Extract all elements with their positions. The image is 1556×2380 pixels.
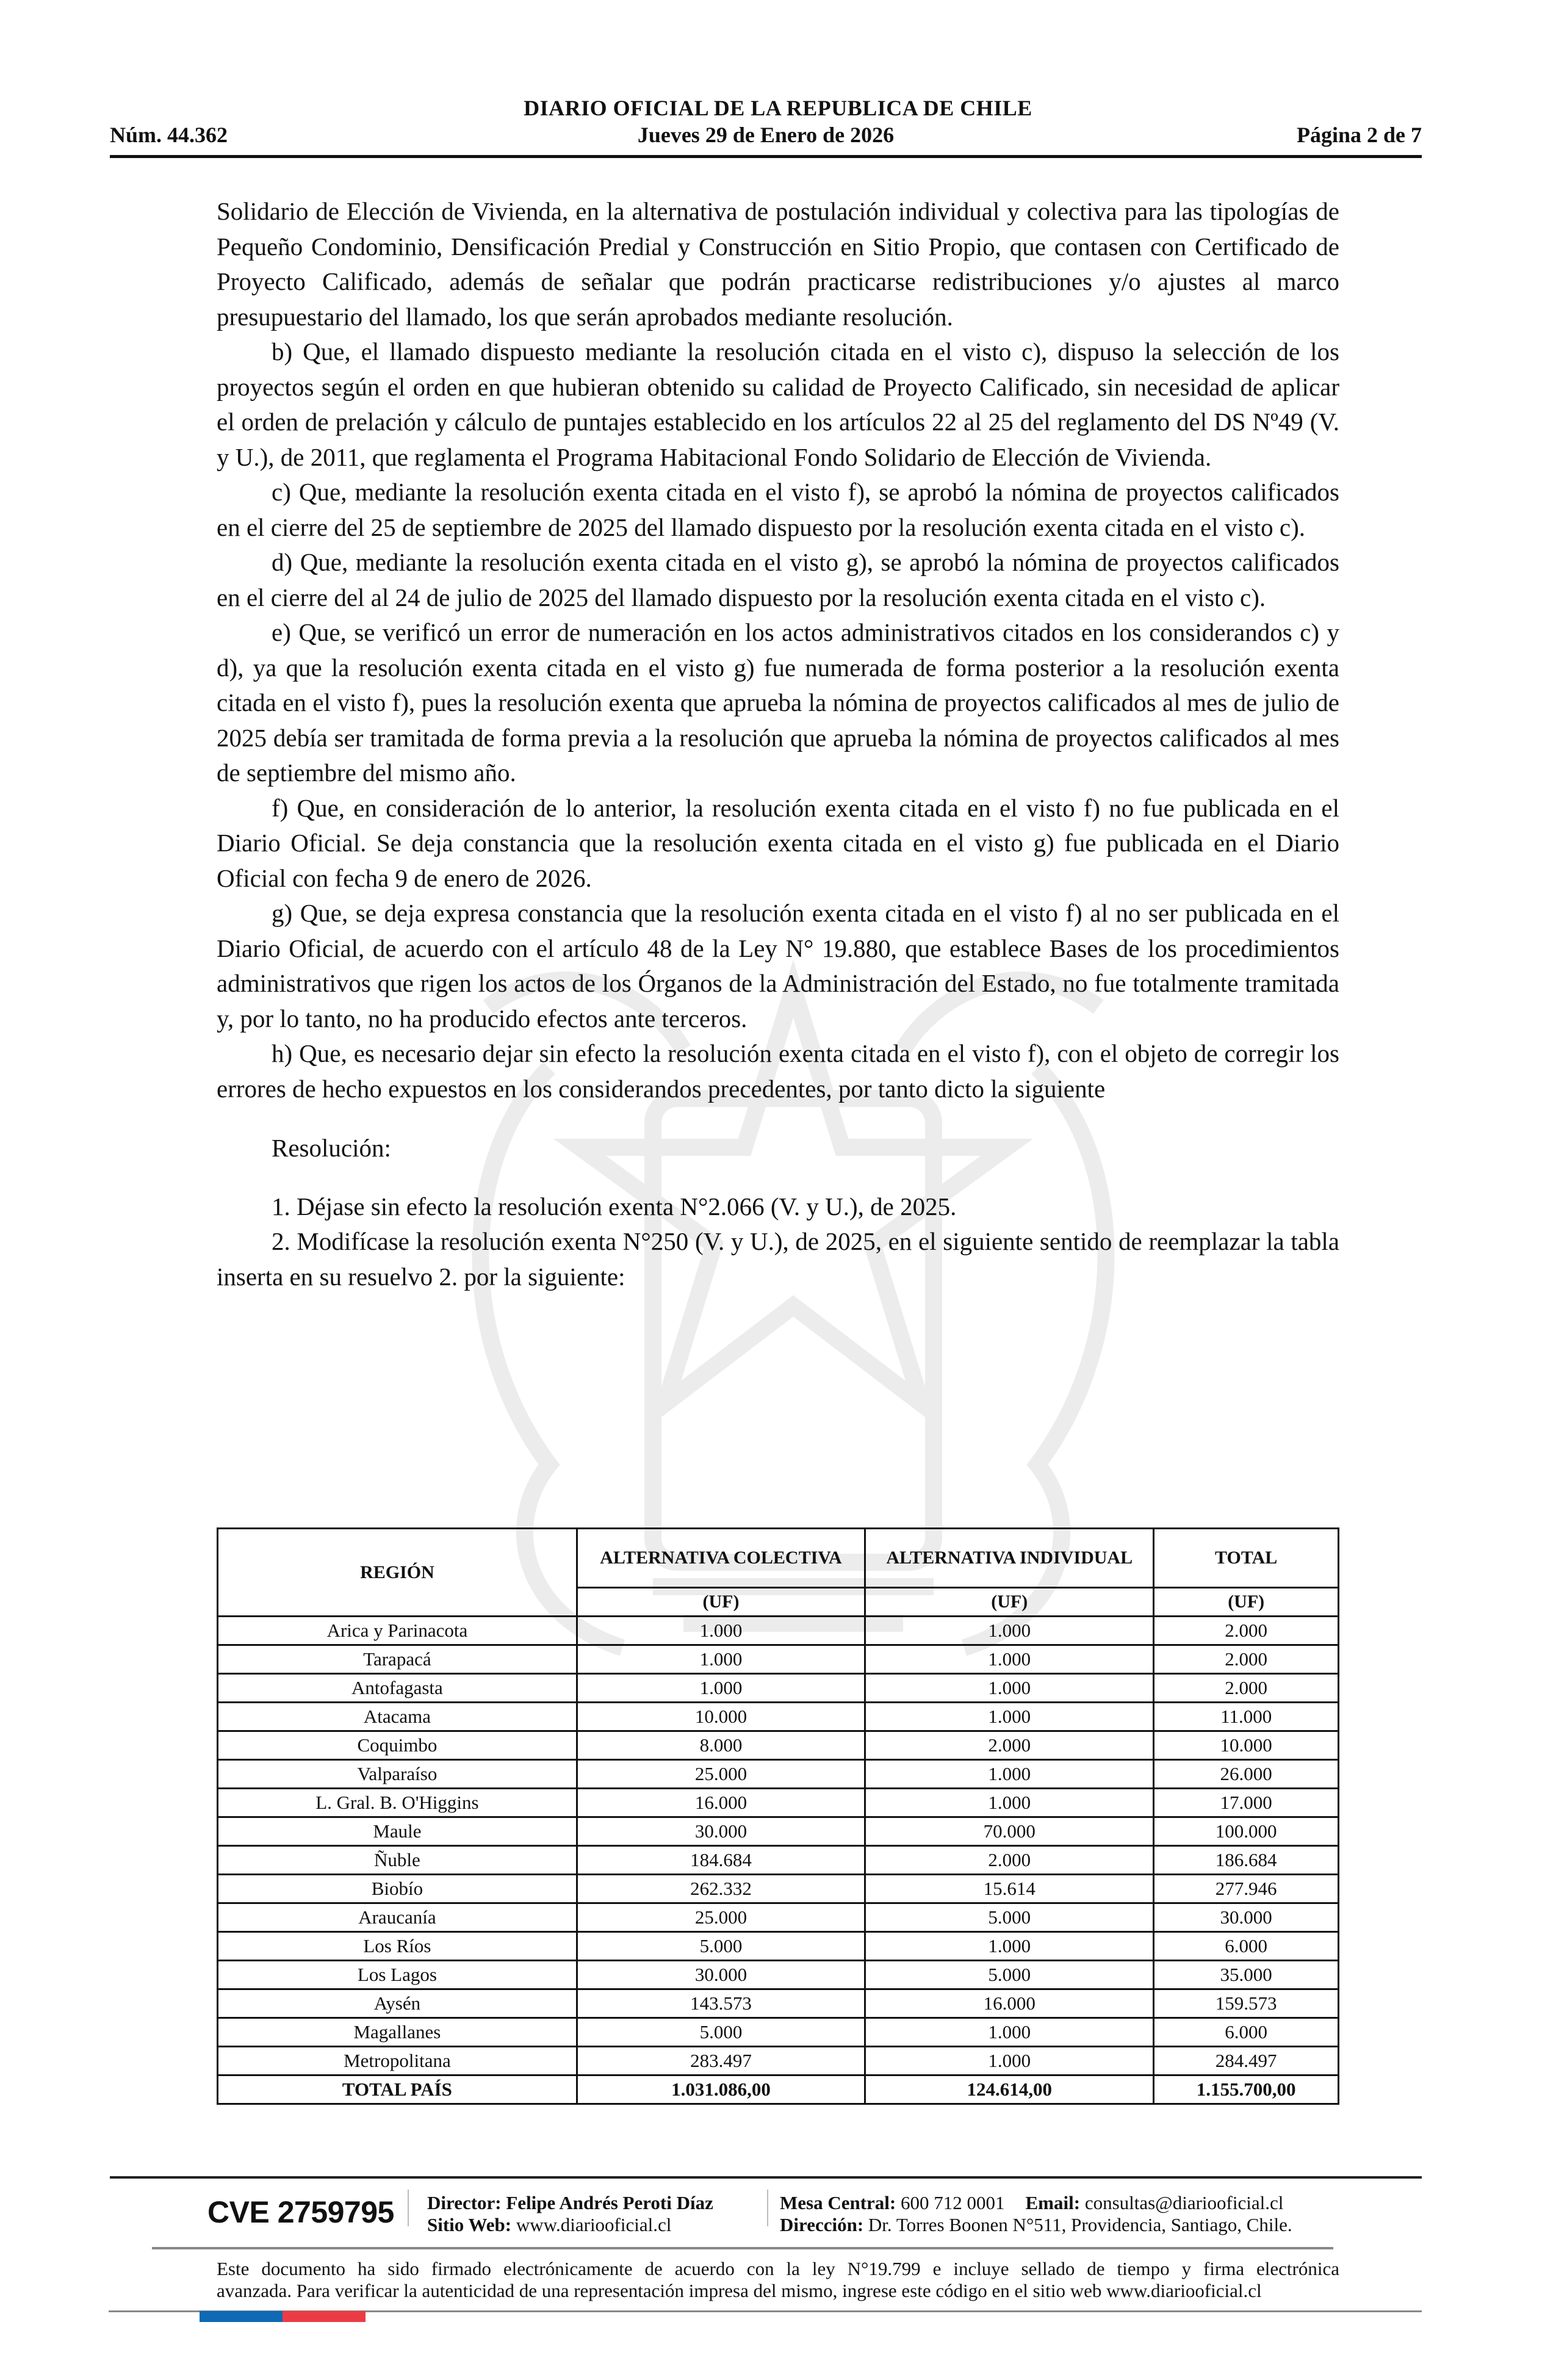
page-indicator: Página 2 de 7 <box>1296 123 1422 147</box>
table-row <box>218 2047 1339 2075</box>
table-row <box>218 1731 1339 1760</box>
cell-total-label: TOTAL PAÍS <box>218 2075 577 2104</box>
cell-colectiva: 30.000 <box>577 1817 865 1846</box>
cell-total-individual: 124.614,00 <box>865 2075 1154 2104</box>
footer-director-block <box>427 2192 713 2236</box>
cell-total: 186.684 <box>1154 1846 1339 1875</box>
footer-divider-middle <box>152 2247 1333 2249</box>
cell-individual: 2.000 <box>865 1731 1154 1760</box>
flag-stripe-red <box>283 2311 366 2322</box>
cell-colectiva: 8.000 <box>577 1731 865 1760</box>
cell-colectiva: 283.497 <box>577 2047 865 2075</box>
header-individual: ALTERNATIVA INDIVIDUAL <box>865 1529 1154 1588</box>
header-region: REGIÓN <box>218 1529 577 1617</box>
cell-colectiva: 16.000 <box>577 1789 865 1817</box>
cell-colectiva: 10.000 <box>577 1703 865 1731</box>
footer-contact-block <box>780 2192 1292 2236</box>
address-label: Dirección: <box>780 2214 864 2235</box>
cell-total: 11.000 <box>1154 1703 1339 1731</box>
table-row <box>218 1617 1339 1645</box>
cell-individual: 1.000 <box>865 1645 1154 1674</box>
website-label: Sitio Web: <box>427 2214 512 2235</box>
cell-colectiva: 262.332 <box>577 1875 865 1903</box>
cell-region: Aysén <box>218 1989 577 2018</box>
table-row <box>218 2018 1339 2047</box>
table-row <box>218 1932 1339 1961</box>
cell-colectiva: 1.000 <box>577 1674 865 1703</box>
email-link[interactable]: consultas@diariooficial.cl <box>1084 2192 1284 2213</box>
cell-region: Antofagasta <box>218 1674 577 1703</box>
resolution-item-1: 1. Déjase sin efecto la resolución exenta N°2.066 (V. y U.), de 2025. <box>272 1192 957 1221</box>
cell-individual: 15.614 <box>865 1875 1154 1903</box>
cell-region: Maule <box>218 1817 577 1846</box>
paragraph-e: e) Que, se verificó un error de numeración en los actos administrativos citados en los considerandos c) y d), ya que la resolución exenta citada en el visto g) fue numerada de forma posterior a la resolución exenta citada en el visto f), pues la resolución exenta que aprueba la nómina de proyectos calificados al mes de julio de 2025 debía ser tramitada de forma previa a la resolución que aprueba la nómina de proyectos calificados al mes de septiembre del mismo año. <box>217 618 1339 787</box>
table-row <box>218 1989 1339 2018</box>
cell-individual: 1.000 <box>865 1674 1154 1703</box>
director-label: Director: <box>427 2192 502 2213</box>
paragraph-g: g) Que, se deja expresa constancia que la resolución exenta citada en el visto f) al no ser publicada en el Diario Oficial, de acuerdo con el artículo 48 de la Ley N° 19.880, que establece Bases de los procedimientos administrativos que rigen los actos de los Órganos de la Administración del Estado, no fue totalmente tramitada y, por lo tanto, no ha producido efectos ante terceros. <box>217 899 1339 1033</box>
cell-individual: 1.000 <box>865 2018 1154 2047</box>
legal-line-2: avanzada. Para verificar la autenticidad de una representación impresa del mismo, ingrese este código en el sitio web www.diariooficial.cl <box>217 2280 1262 2301</box>
footer-divider-top <box>110 2176 1422 2179</box>
cell-total: 6.000 <box>1154 1932 1339 1961</box>
phone-number: 600 712 0001 <box>901 2192 1005 2213</box>
cell-total: 6.000 <box>1154 2018 1339 2047</box>
issue-date: Jueves 29 de Enero de 2026 <box>637 123 895 147</box>
cell-individual: 1.000 <box>865 2047 1154 2075</box>
table-row <box>218 1674 1339 1703</box>
cell-colectiva: 143.573 <box>577 1989 865 2018</box>
cell-individual: 2.000 <box>865 1846 1154 1875</box>
cell-total-colectiva: 1.031.086,00 <box>577 2075 865 2104</box>
table-row <box>218 1961 1339 1989</box>
cell-individual: 1.000 <box>865 1760 1154 1789</box>
paragraph-a-continuation: Solidario de Elección de Vivienda, en la alternativa de postulación individual y colectiva para las tipologías de Pequeño Condominio, Densificación Predial y Construcción en Sitio Propio, que contasen con Certificado de Proyecto Calificado, además de señalar que podrán practicarse redistribuciones y/o ajustes al marco presupuestario del llamado, los que serán aprobados mediante resolución. <box>217 197 1339 331</box>
table-total-row <box>218 2075 1339 2104</box>
cell-region: Magallanes <box>218 2018 577 2047</box>
legal-line-1: Este documento ha sido firmado electrónicamente de acuerdo con la ley N°19.799 e incluye sellado de tiempo y firma electrónica <box>217 2258 1339 2279</box>
resolution-item-2: 2. Modifícase la resolución exenta N°250 (V. y U.), de 2025, en el siguiente sentido de reemplazar la tabla inserta en su resuelvo 2. por la siguiente: <box>217 1227 1339 1291</box>
cell-colectiva: 30.000 <box>577 1961 865 1989</box>
cell-total: 35.000 <box>1154 1961 1339 1989</box>
footer-separator <box>767 2190 768 2226</box>
cell-total: 2.000 <box>1154 1617 1339 1645</box>
budget-table <box>217 1527 1339 2105</box>
document-body <box>217 194 1339 1294</box>
cell-total: 17.000 <box>1154 1789 1339 1817</box>
table-row <box>218 1817 1339 1846</box>
cell-individual: 16.000 <box>865 1989 1154 2018</box>
cell-individual: 1.000 <box>865 1617 1154 1645</box>
phone-label: Mesa Central: <box>780 2192 896 2213</box>
paragraph-h: h) Que, es necesario dejar sin efecto la resolución exenta citada en el visto f), con el objeto de corregir los errores de hecho expuestos en los considerandos precedentes, por tanto dicto la siguiente <box>217 1039 1339 1103</box>
cell-region: Biobío <box>218 1875 577 1903</box>
cell-region: L. Gral. B. O'Higgins <box>218 1789 577 1817</box>
header-total: TOTAL <box>1154 1529 1339 1588</box>
cell-region: Atacama <box>218 1703 577 1731</box>
header-row <box>110 122 1422 150</box>
cell-total: 2.000 <box>1154 1645 1339 1674</box>
table-row <box>218 1903 1339 1932</box>
cell-colectiva: 25.000 <box>577 1903 865 1932</box>
header-unit-total: (UF) <box>1154 1588 1339 1617</box>
footer-separator <box>408 2190 409 2226</box>
cell-individual: 70.000 <box>865 1817 1154 1846</box>
cell-region: Los Ríos <box>218 1932 577 1961</box>
cell-total: 10.000 <box>1154 1731 1339 1760</box>
cell-total: 284.497 <box>1154 2047 1339 2075</box>
table-row <box>218 1789 1339 1817</box>
email-label: Email: <box>1025 2192 1081 2213</box>
header-unit-colectiva: (UF) <box>577 1588 865 1617</box>
cell-region: Ñuble <box>218 1846 577 1875</box>
cell-region: Valparaíso <box>218 1760 577 1789</box>
cell-colectiva: 1.000 <box>577 1645 865 1674</box>
cell-individual: 5.000 <box>865 1961 1154 1989</box>
flag-stripe-blue <box>200 2311 283 2322</box>
table-row <box>218 1875 1339 1903</box>
cell-region: Los Lagos <box>218 1961 577 1989</box>
paragraph-c: c) Que, mediante la resolución exenta citada en el visto f), se aprobó la nómina de proyectos calificados en el cierre del 25 de septiembre de 2025 del llamado dispuesto por la resolución exenta citada en el visto c). <box>217 478 1339 541</box>
cell-individual: 1.000 <box>865 1932 1154 1961</box>
paragraph-f: f) Que, en consideración de lo anterior, la resolución exenta citada en el visto f) no fue publicada en el Diario Oficial. Se deja constancia que la resolución exenta citada en el visto g) fue publicada en el Diario Oficial con fecha 9 de enero de 2026. <box>217 793 1339 892</box>
cell-region: Arica y Parinacota <box>218 1617 577 1645</box>
cve-code: CVE 2759795 <box>207 2195 394 2229</box>
director-name: Felipe Andrés Peroti Díaz <box>506 2192 713 2213</box>
table-row <box>218 1703 1339 1731</box>
publication-title: DIARIO OFICIAL DE LA REPUBLICA DE CHILE <box>524 96 1032 120</box>
cell-total-total: 1.155.700,00 <box>1154 2075 1339 2104</box>
cell-region: Araucanía <box>218 1903 577 1932</box>
paragraph-b: b) Que, el llamado dispuesto mediante la resolución citada en el visto c), dispuso la selección de los proyectos según el orden en que hubieran obtenido su calidad de Proyecto Calificado, sin necesidad de aplicar el orden de prelación y cálculo de puntajes establecido en los artículos 22 al 25 del reglamento del DS Nº49 (V. y U.), de 2011, que reglamenta el Programa Habitacional Fondo Solidario de Elección de Vivienda. <box>217 337 1339 471</box>
cell-total: 30.000 <box>1154 1903 1339 1932</box>
cell-colectiva: 25.000 <box>577 1760 865 1789</box>
cell-total: 26.000 <box>1154 1760 1339 1789</box>
cell-colectiva: 5.000 <box>577 1932 865 1961</box>
issue-number: Núm. 44.362 <box>110 123 228 147</box>
resolution-heading: Resolución: <box>272 1134 391 1162</box>
cell-individual: 1.000 <box>865 1703 1154 1731</box>
cell-total: 100.000 <box>1154 1817 1339 1846</box>
header-colectiva: ALTERNATIVA COLECTIVA <box>577 1529 865 1588</box>
cell-region: Metropolitana <box>218 2047 577 2075</box>
cell-total: 159.573 <box>1154 1989 1339 2018</box>
cell-colectiva: 184.684 <box>577 1846 865 1875</box>
cell-colectiva: 5.000 <box>577 2018 865 2047</box>
header-unit-individual: (UF) <box>865 1588 1154 1617</box>
cell-total: 277.946 <box>1154 1875 1339 1903</box>
address-text: Dr. Torres Boonen N°511, Providencia, Santiago, Chile. <box>868 2214 1292 2235</box>
cell-colectiva: 1.000 <box>577 1617 865 1645</box>
table-row <box>218 1846 1339 1875</box>
paragraph-d: d) Que, mediante la resolución exenta citada en el visto g), se aprobó la nómina de proyectos calificados en el cierre del al 24 de julio de 2025 del llamado dispuesto por la resolución exenta citada en el visto c). <box>217 548 1339 611</box>
cell-individual: 1.000 <box>865 1789 1154 1817</box>
header-divider <box>110 155 1422 158</box>
cell-individual: 5.000 <box>865 1903 1154 1932</box>
table-row <box>218 1645 1339 1674</box>
cell-region: Coquimbo <box>218 1731 577 1760</box>
cell-total: 2.000 <box>1154 1674 1339 1703</box>
website-link[interactable]: www.diariooficial.cl <box>516 2214 672 2235</box>
electronic-signature-notice <box>217 2258 1339 2302</box>
table-row <box>218 1760 1339 1789</box>
cell-region: Tarapacá <box>218 1645 577 1674</box>
